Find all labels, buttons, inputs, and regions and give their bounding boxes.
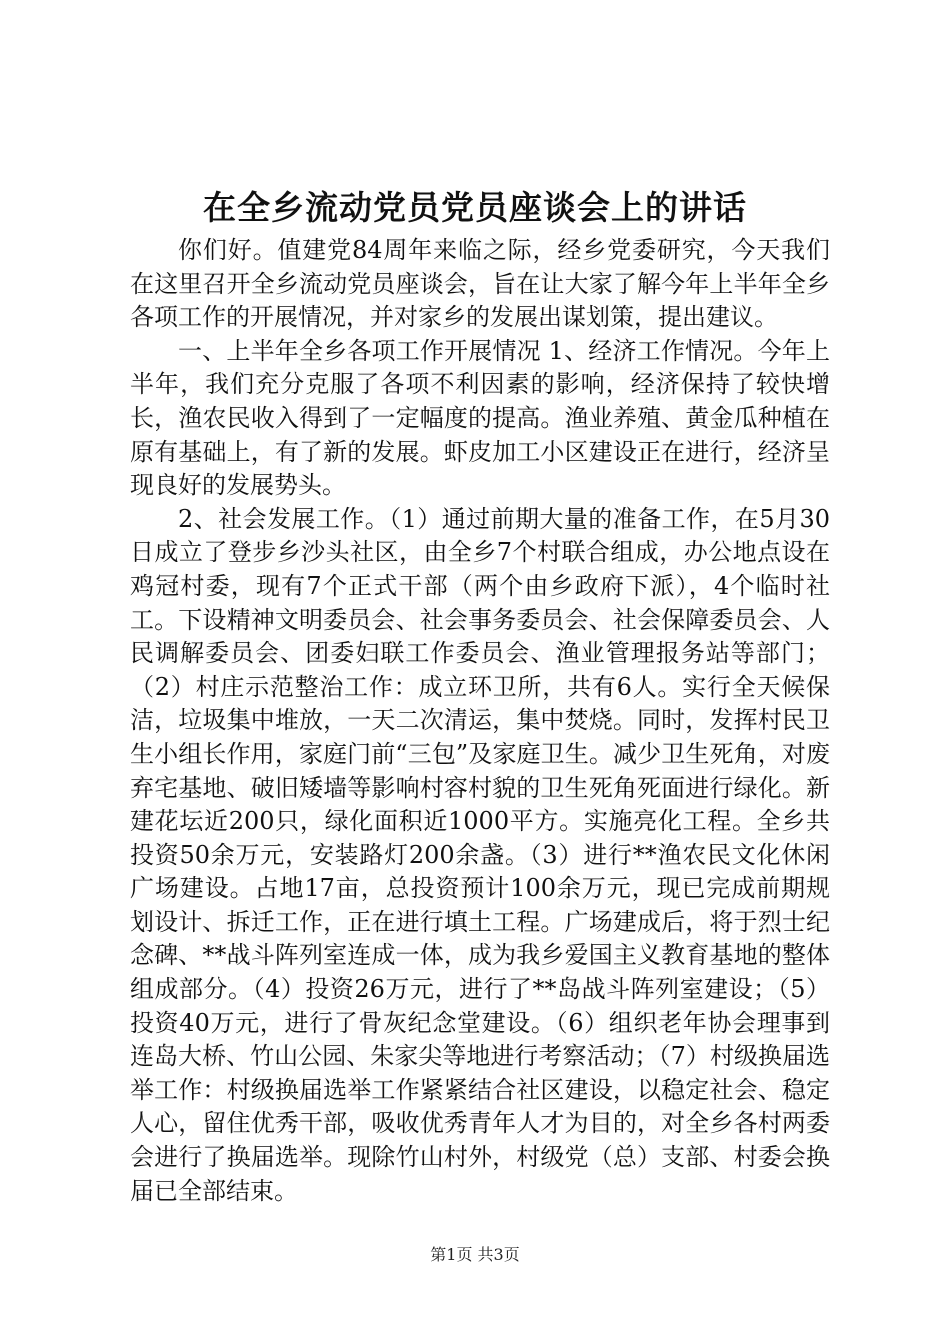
page-footer [0, 1244, 950, 1266]
page-indicator: 第1页 共3页 [430, 1245, 520, 1264]
paragraph-social-development: 2、社会发展工作。（1）通过前期大量的准备工作，在5月30日成立了登步乡沙头社区，由全乡7个村联合组成，办公地点设在鸡冠村委，现有7个正式干部（两个由乡政府下派），4个临时社工。下设精神文明委员会、社会事务委员会、社会保障委员会、人民调解委员会、团委妇联工作委员会、渔业管理报务站等部门；（2）村庄示范整治工作：成立环卫所，共有6人。实行全天候保洁，垃圾集中堆放，一天二次清运，集中焚烧。同时，发挥村民卫生小组长作用，家庭门前“三包”及家庭卫生。减少卫生死角，对废弃宅基地、破旧矮墙等影响村容村貌的卫生死角死面进行绿化。新建花坛近200只，绿化面积近1000平方。实施亮化工程。全乡共投资50余万元，安装路灯200余盏。（3）进行**渔农民文化休闲广场建设。占地17亩，总投资预计100余万元，现已完成前期规划设计、拆迁工作，正在进行填土工程。广场建成后，将于烈士纪念碑、**战斗阵列室连成一体，成为我乡爱国主义教育基地的整体组成部分。（4）投资26万元，进行了**岛战斗阵列室建设；（5）投资40万元，进行了骨灰纪念堂建设。（6）组织老年协会理事到连岛大桥、竹山公园、朱家尖等地进行考察活动；（7）村级换届选举工作：村级换届选举工作紧紧结合社区建设，以稳定社会、稳定人心，留住优秀干部，吸收优秀青年人才为目的，对全乡各村两委会进行了换届选举。现除竹山村外，村级党（总）支部、村委会换届已全部结束。 [130, 504, 830, 1205]
paragraph-greeting: 你们好。值建党84周年来临之际，经乡党委研究，今天我们在这里召开全乡流动党员座谈会，旨在让大家了解今年上半年全乡各项工作的开展情况，并对家乡的发展出谋划策，提出建议。 [130, 236, 830, 332]
document-title: 在全乡流动党员党员座谈会上的讲话 [203, 188, 747, 227]
paragraph-economic-work: 一、上半年全乡各项工作开展情况 1、经济工作情况。今年上半年，我们充分克服了各项不利因素的影响，经济保持了较快增长，渔农民收入得到了一定幅度的提高。渔业养殖、黄金瓜种植在原有基础上，有了新的发展。虾皮加工小区建设正在进行，经济呈现良好的发展势头。 [130, 336, 830, 500]
document-body [130, 234, 830, 1208]
